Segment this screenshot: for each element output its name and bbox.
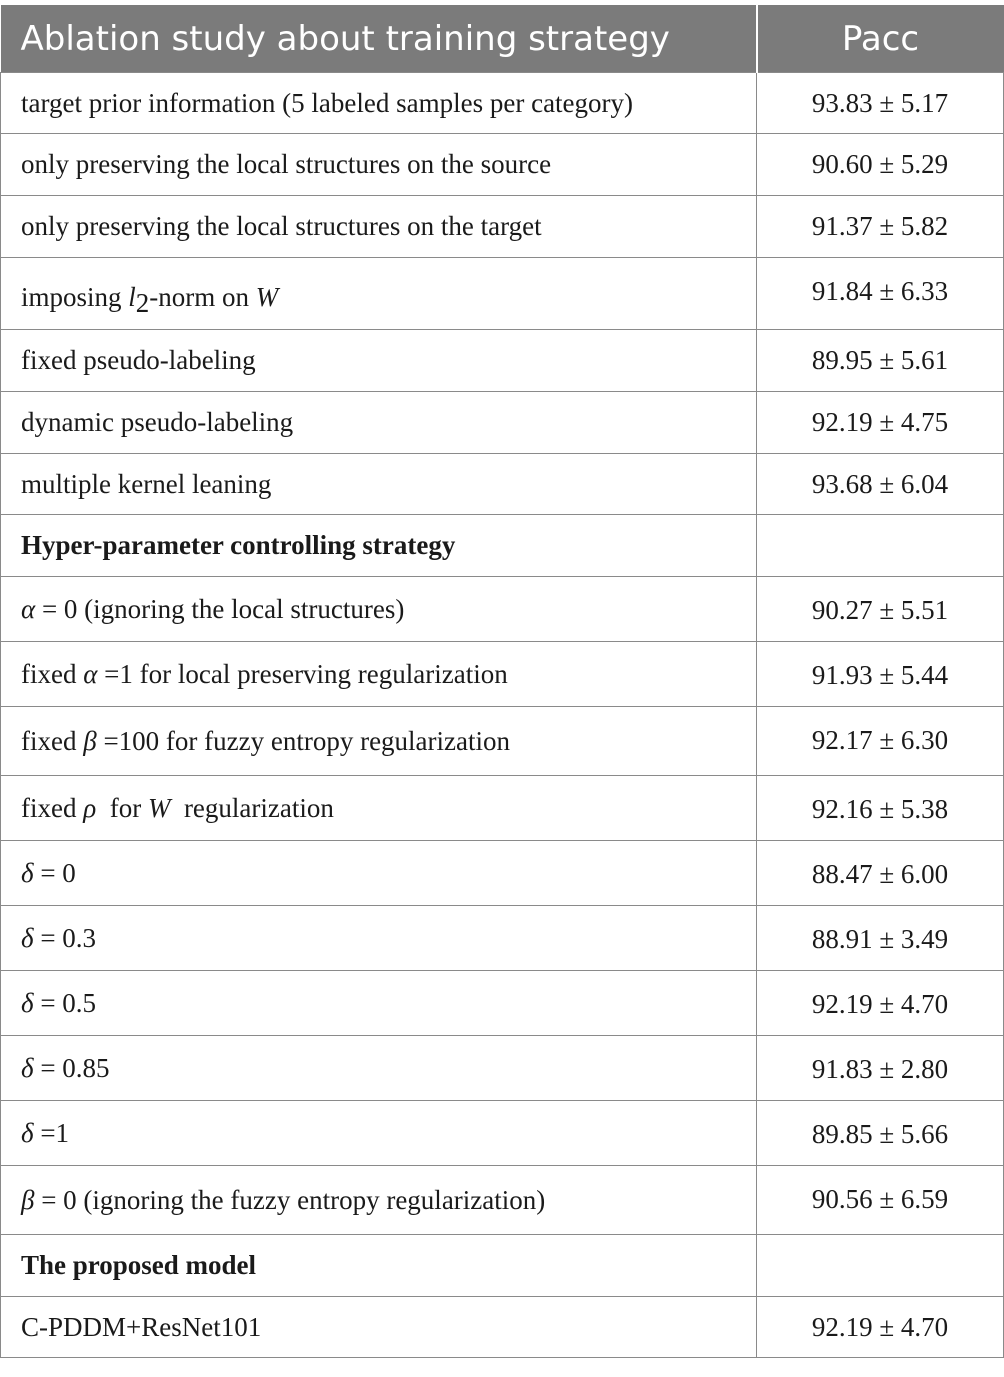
table-row bbox=[1, 707, 1004, 776]
row-value: 92.16 ± 5.38 bbox=[757, 776, 1004, 841]
math-W: W bbox=[255, 282, 279, 312]
row-value: 92.19 ± 4.70 bbox=[757, 971, 1004, 1036]
section-title: The proposed model bbox=[1, 1235, 757, 1297]
row-label: fixed β =100 for fuzzy entropy regularization bbox=[1, 707, 757, 776]
row-value: 88.47 ± 6.00 bbox=[757, 841, 1004, 906]
row-label: fixed α =1 for local preserving regularization bbox=[1, 642, 757, 707]
table-row bbox=[1, 258, 1004, 330]
empty-cell bbox=[757, 515, 1004, 577]
row-label: fixed pseudo-labeling bbox=[1, 330, 757, 392]
table-row bbox=[1, 1101, 1004, 1166]
row-value: 88.91 ± 3.49 bbox=[757, 906, 1004, 971]
row-label: δ = 0.3 bbox=[1, 906, 757, 971]
math-subscript: 2 bbox=[135, 288, 150, 318]
section-title: Hyper-parameter controlling strategy bbox=[1, 515, 757, 577]
row-value: 90.56 ± 6.59 bbox=[757, 1166, 1004, 1235]
row-label: imposing $l_2$-norm on W bbox=[1, 258, 757, 330]
row-value: 89.85 ± 5.66 bbox=[757, 1101, 1004, 1166]
row-label: multiple kernel leaning bbox=[1, 454, 757, 515]
table-row bbox=[1, 971, 1004, 1036]
table-row bbox=[1, 134, 1004, 196]
row-label: δ = 0.85 bbox=[1, 1036, 757, 1101]
header-strategy: Ablation study about training strategy bbox=[1, 5, 757, 73]
row-label: dynamic pseudo-labeling bbox=[1, 392, 757, 454]
row-value: 90.27 ± 5.51 bbox=[757, 577, 1004, 642]
table-row bbox=[1, 776, 1004, 841]
row-value: 92.17 ± 6.30 bbox=[757, 707, 1004, 776]
table-row bbox=[1, 642, 1004, 707]
table-row bbox=[1, 330, 1004, 392]
header-pacc: Pacc bbox=[757, 5, 1004, 73]
header-row bbox=[1, 5, 1004, 73]
empty-cell bbox=[757, 1235, 1004, 1297]
row-value: 90.60 ± 5.29 bbox=[757, 134, 1004, 196]
table-row bbox=[1, 577, 1004, 642]
row-label: δ = 0 bbox=[1, 841, 757, 906]
row-label: fixed ρ for W regularization bbox=[1, 776, 757, 841]
row-label: only preserving the local structures on the source bbox=[1, 134, 757, 196]
row-value: 93.83 ± 5.17 bbox=[757, 73, 1004, 134]
table-row bbox=[1, 841, 1004, 906]
ablation-table bbox=[0, 5, 1004, 1358]
row-value: 89.95 ± 5.61 bbox=[757, 330, 1004, 392]
row-label: α = 0 (ignoring the local structures) bbox=[1, 577, 757, 642]
table-row bbox=[1, 392, 1004, 454]
section-row bbox=[1, 515, 1004, 577]
row-value: 92.19 ± 4.75 bbox=[757, 392, 1004, 454]
row-value: 91.93 ± 5.44 bbox=[757, 642, 1004, 707]
table-row bbox=[1, 73, 1004, 134]
row-value: 92.19 ± 4.70 bbox=[757, 1297, 1004, 1358]
row-value: 91.84 ± 6.33 bbox=[757, 258, 1004, 330]
section-row bbox=[1, 1235, 1004, 1297]
math-l: l bbox=[128, 282, 136, 312]
table-row bbox=[1, 196, 1004, 258]
row-label: δ = 0.5 bbox=[1, 971, 757, 1036]
table-row bbox=[1, 1166, 1004, 1235]
row-value: 91.37 ± 5.82 bbox=[757, 196, 1004, 258]
row-value: 91.83 ± 2.80 bbox=[757, 1036, 1004, 1101]
table-row bbox=[1, 454, 1004, 515]
row-label: only preserving the local structures on the target bbox=[1, 196, 757, 258]
row-label: target prior information (5 labeled samples per category) bbox=[1, 73, 757, 134]
table-row bbox=[1, 906, 1004, 971]
table-row bbox=[1, 1036, 1004, 1101]
row-label: β = 0 (ignoring the fuzzy entropy regularization) bbox=[1, 1166, 757, 1235]
table-row bbox=[1, 1297, 1004, 1358]
row-value: 93.68 ± 6.04 bbox=[757, 454, 1004, 515]
row-label: δ =1 bbox=[1, 1101, 757, 1166]
row-label: C-PDDM+ResNet101 bbox=[1, 1297, 757, 1358]
